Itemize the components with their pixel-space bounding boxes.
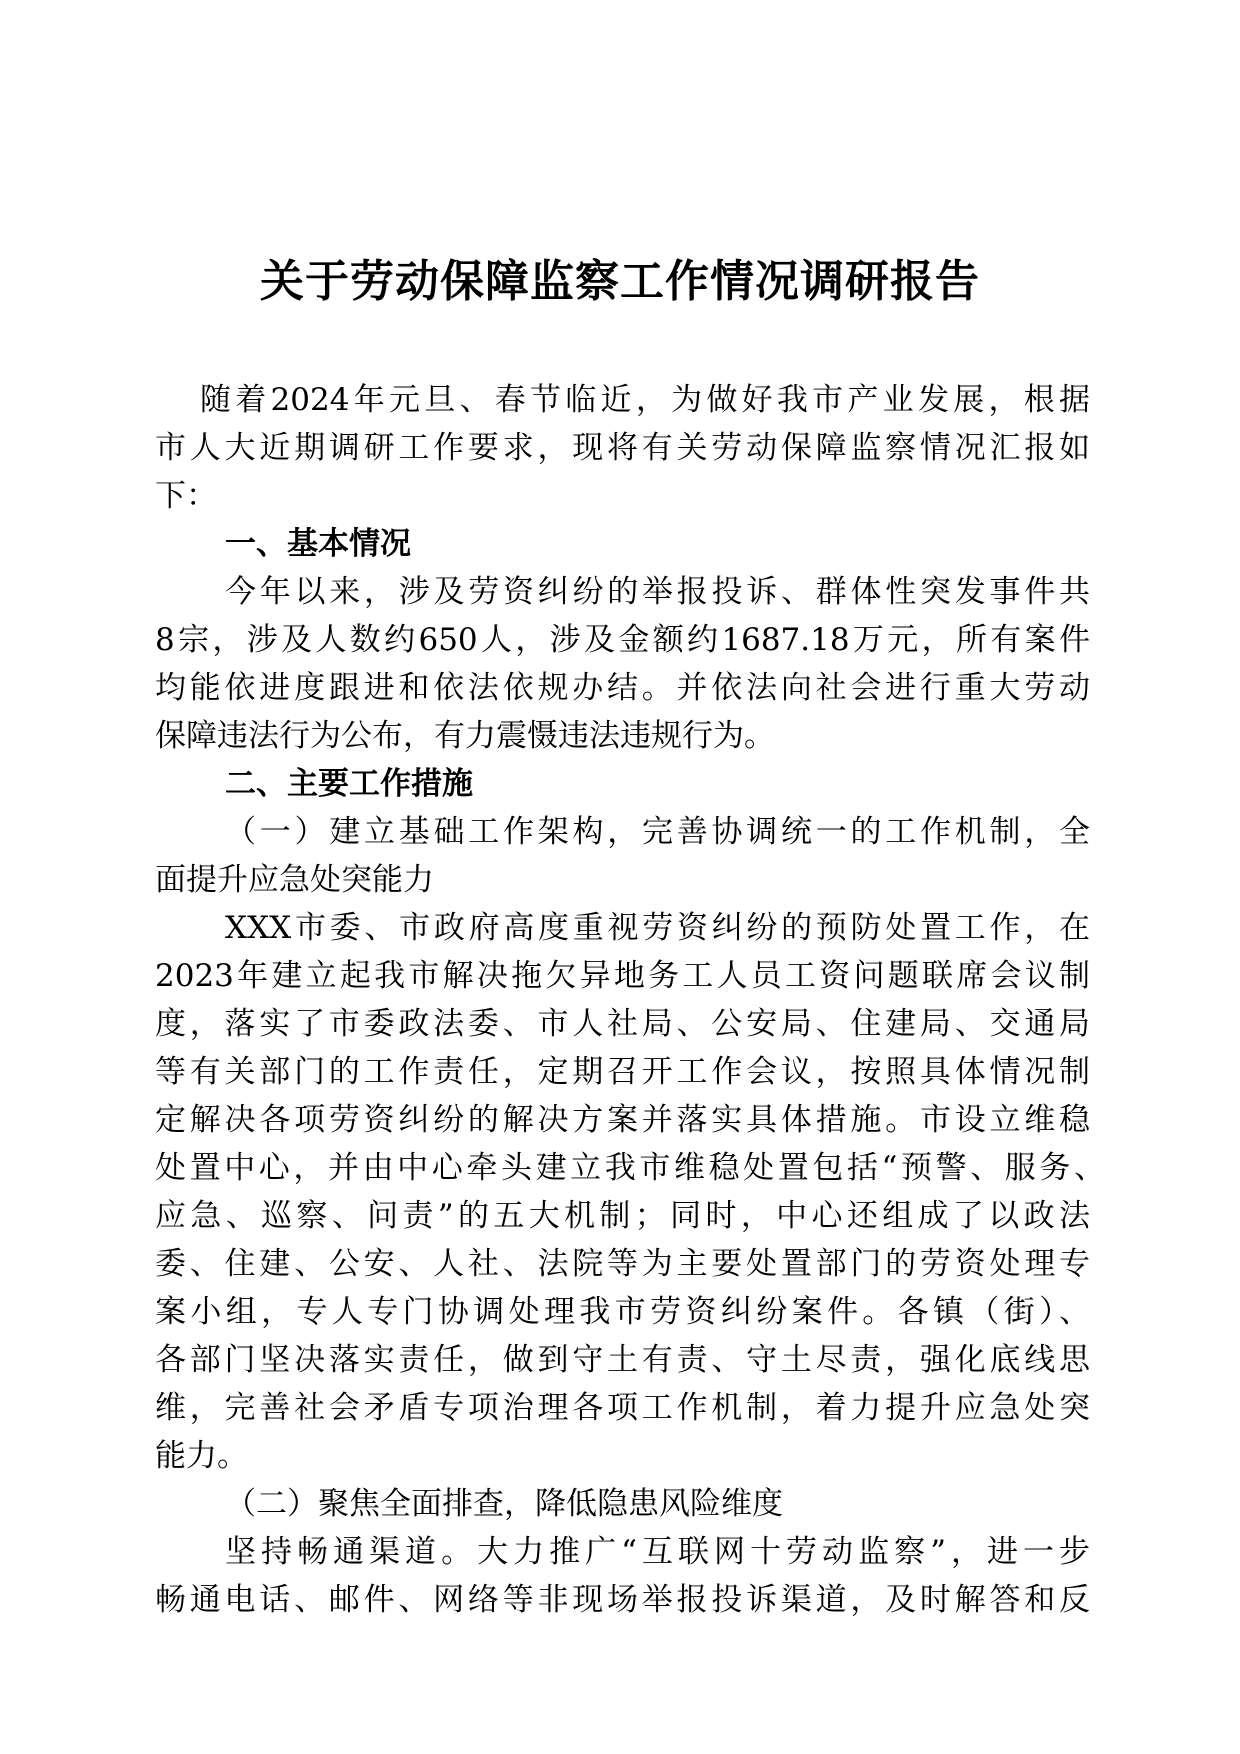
paragraph-line: XXX市委、市政府高度重视劳资纠纷的预防处置工作，在 bbox=[225, 910, 1090, 946]
section-heading-measures: 二、主要工作措施 bbox=[225, 766, 473, 802]
paragraph-line: 下： bbox=[155, 478, 217, 514]
document-title: 关于劳动保障监察工作情况调研报告 bbox=[260, 256, 980, 307]
paragraph-line: 定解决各项劳资纠纷的解决方案并落实具体措施。市设立维稳 bbox=[155, 1102, 1090, 1138]
paragraph-line: 各部门坚决落实责任，做到守土有责、守土尽责，强化底线思 bbox=[155, 1342, 1090, 1378]
paragraph-line: 市人大近期调研工作要求，现将有关劳动保障监察情况汇报如 bbox=[155, 430, 1090, 466]
paragraph-line: 处置中心，并由中心牵头建立我市维稳处置包括“预警、服务、 bbox=[155, 1150, 1105, 1186]
paragraph-line: 2023年建立起我市解决拖欠异地务工人员工资问题联席会议制 bbox=[155, 958, 1090, 994]
paragraph-line: 坚持畅通渠道。大力推广“互联网十劳动监察”，进一步 bbox=[225, 1534, 1090, 1570]
paragraph-line: 畅通电话、邮件、网络等非现场举报投诉渠道，及时解答和反 bbox=[155, 1582, 1090, 1618]
paragraph-line: 委、住建、公安、人社、法院等为主要处置部门的劳资处理专 bbox=[155, 1246, 1090, 1282]
paragraph-line: 能力。 bbox=[155, 1438, 248, 1474]
paragraph-line: 随着2024年元旦、春节临近，为做好我市产业发展，根据 bbox=[200, 382, 1090, 418]
subsection-heading-1-cont: 面提升应急处突能力 bbox=[155, 862, 434, 898]
paragraph-line: 8宗，涉及人数约650人，涉及金额约1687.18万元，所有案件 bbox=[155, 622, 1090, 658]
subsection-heading-2: （二）聚焦全面排查，降低隐患风险维度 bbox=[225, 1486, 783, 1522]
paragraph-line: 均能依进度跟进和依法依规办结。并依法向社会进行重大劳动 bbox=[155, 670, 1090, 706]
paragraph-line: 案小组，专人专门协调处理我市劳资纠纷案件。各镇（街）、 bbox=[155, 1294, 1090, 1330]
paragraph-line: 维，完善社会矛盾专项治理各项工作机制，着力提升应急处突 bbox=[155, 1390, 1090, 1426]
section-heading-basic: 一、基本情况 bbox=[225, 526, 411, 562]
subsection-heading-1: （一）建立基础工作架构，完善协调统一的工作机制，全 bbox=[225, 814, 1090, 850]
paragraph-line: 保障违法行为公布，有力震慑违法违规行为。 bbox=[155, 718, 775, 754]
paragraph-line: 度，落实了市委政法委、市人社局、公安局、住建局、交通局 bbox=[155, 1006, 1090, 1042]
paragraph-line: 应急、巡察、问责”的五大机制；同时，中心还组成了以政法 bbox=[155, 1198, 1090, 1234]
paragraph-line: 今年以来，涉及劳资纠纷的举报投诉、群体性突发事件共 bbox=[225, 574, 1090, 610]
paragraph-line: 等有关部门的工作责任，定期召开工作会议，按照具体情况制 bbox=[155, 1054, 1090, 1090]
